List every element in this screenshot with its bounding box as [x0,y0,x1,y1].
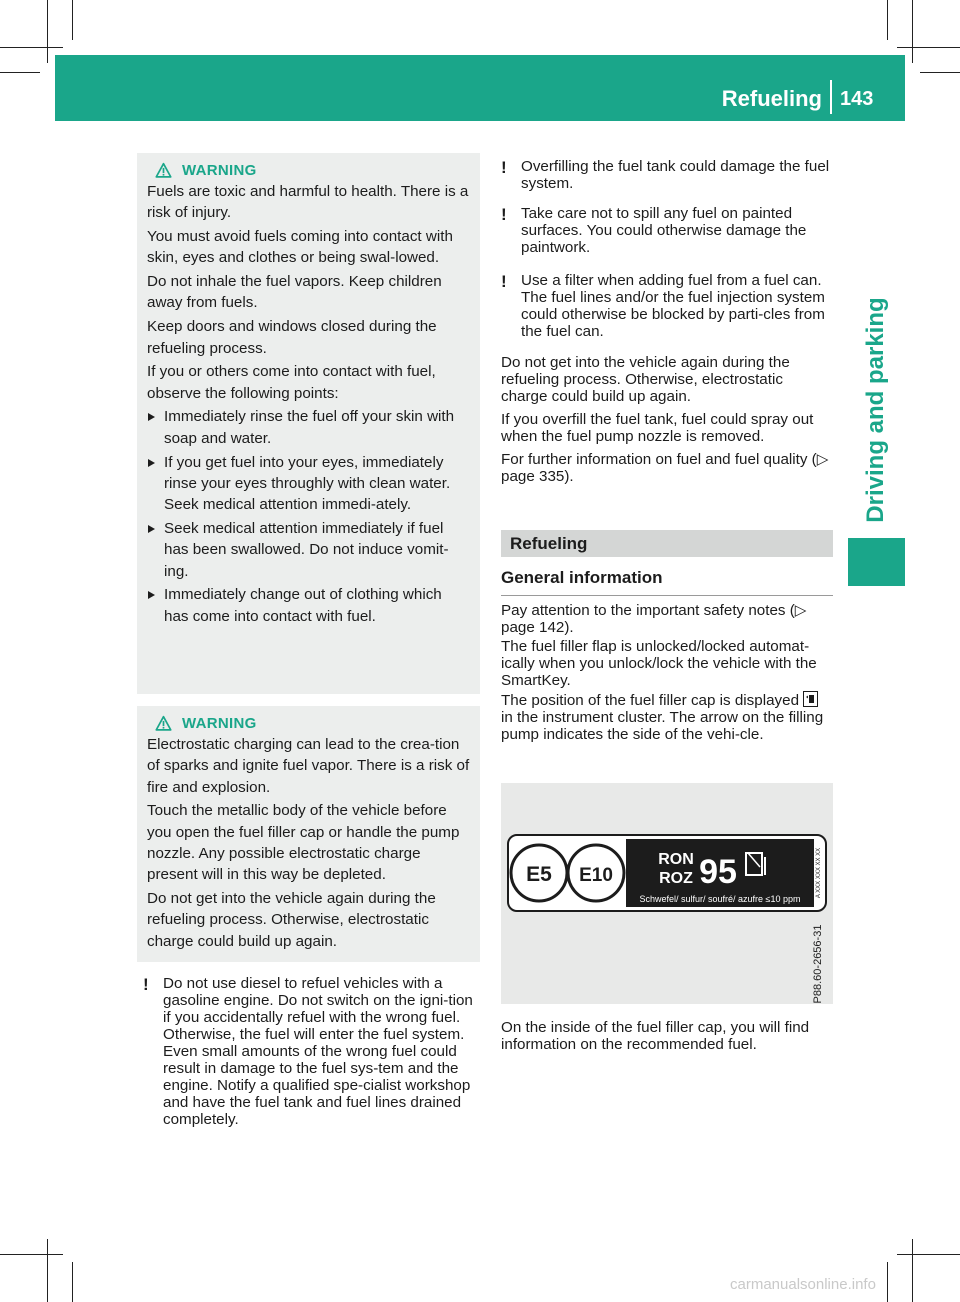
warning-paragraph: Do not get into the vehicle again during the refueling process. Otherwise, electrostatic charge could build up again. [147,890,436,950]
paragraph: On the inside of the fuel filler cap, you will find information on the recommended fuel. [501,1019,810,1053]
section-heading: Refueling [501,530,833,557]
caution-text: Overfilling the fuel tank could damage the fuel system. [521,158,830,192]
exclamation-icon: ! [501,205,507,224]
page-number: 143 [840,88,874,110]
header-divider [830,80,832,114]
body-text [501,354,833,485]
fuel-label-graphic [501,783,833,1004]
warning-bullet: Immediately rinse the fuel off your skin with soap and water. [147,406,470,449]
warning-paragraph: You must avoid fuels coming into contact with skin, eyes and clothes or being swal-lowed. [147,228,453,267]
paragraph-part: in the instrument cluster. The arrow on the filling pump indicates the side of the vehi-cle. [501,709,824,743]
paragraph: The fuel filler flap is unlocked/locked automat-ically when you unlock/lock the vehicle with the SmartKey. [501,638,817,689]
crop-mark [47,1239,48,1302]
warning-bullet: Seek medical attention immediately if fuel has been swallowed. Do not induce vomit-ing. [147,518,470,582]
fuel-cap-label-figure [501,783,833,1004]
warning-bullet: If you get fuel into your eyes, immediately rinse your eyes throughly with clean water. Seek medical attention immedi-ately. [147,452,470,516]
warning-header [147,159,470,181]
crop-mark [0,72,40,73]
exclamation-icon: ! [501,272,507,291]
warning-icon [155,715,172,732]
caution-note [143,975,480,1128]
watermark: carmanualsonline.info [730,1276,876,1293]
warning-label: WARNING [182,714,257,732]
paragraph-part: The position of the fuel filler cap is displayed [501,692,800,709]
warning-bullet: Immediately change out of clothing which has come into contact with fuel. [147,584,470,627]
ron-label: RON [658,851,694,868]
warning-icon [155,162,172,179]
crop-mark [920,72,960,73]
paragraph: Do not get into the vehicle again during the refueling process. Otherwise, electrostatic charge could build up again. [501,354,790,405]
subsection-heading: General information [501,568,833,596]
e10-badge: E10 [579,865,613,886]
crop-mark [887,1262,888,1302]
exclamation-icon: ! [143,975,149,994]
crop-mark [887,0,888,40]
crop-mark [0,47,63,48]
crop-mark [912,1239,913,1302]
paragraph [501,691,833,743]
crop-mark [0,1254,63,1255]
caution-note [501,158,833,192]
warning-box [137,153,480,694]
warning-label: WARNING [182,161,257,179]
page-title: Refueling [721,86,822,111]
crop-mark [912,0,913,63]
paragraph: Pay attention to the important safety notes (▷ page 142). [501,602,807,636]
exclamation-icon: ! [501,158,507,177]
crop-mark [897,47,960,48]
part-number: A XXX XXX XX XX [816,847,822,899]
warning-box [137,706,480,962]
roz-label: ROZ [659,870,693,887]
warning-header [147,712,470,734]
warning-paragraph: Touch the metallic body of the vehicle before you open the fuel filler cap or handle the pump nozzle. Any possible electrostatic charge present will in this way be depleted. [147,802,460,884]
fuel-pump-icon [803,691,818,707]
caution-text: Use a filter when adding fuel from a fuel can. The fuel lines and/or the fuel injection system could otherwise be blocked by parti-cles from the fuel can. [521,272,825,340]
caution-text: Take care not to spill any fuel on painted surfaces. You could otherwise damage the paintwork. [521,205,807,256]
crop-mark [72,1262,73,1302]
warning-paragraph: If you or others come into contact with fuel, observe the following points: [147,363,436,402]
caution-note [501,205,833,256]
chapter-tab [848,538,905,586]
figure-reference-code: P88.60-2656-31 [812,924,824,1004]
e5-badge: E5 [526,863,552,886]
chapter-title: Driving and parking [862,297,889,523]
warning-paragraph: Fuels are toxic and harmful to health. There is a risk of injury. [147,183,469,222]
crop-mark [72,0,73,40]
body-text [501,1019,833,1053]
crop-mark [897,1254,960,1255]
crop-mark [47,0,48,63]
paragraph: If you overfill the fuel tank, fuel could spray out when the fuel pump nozzle is removed. [501,411,814,445]
warning-paragraph: Do not inhale the fuel vapors. Keep children away from fuels. [147,273,442,312]
caution-text: Do not use diesel to refuel vehicles with a gasoline engine. Do not switch on the igni-tion if you accidentally refuel with the wrong fuel. Otherwise, the fuel will enter the fuel system. Even small amounts of the wrong fuel could result in damage to the fuel sys-tem and the engine. Notify a qualified spe-cialist workshop and have the fuel tank and fuel lines drained completely. [163,975,473,1128]
sulfur-text: Schwefel/ sulfur/ soufré/ azufre ≤10 ppm [639,894,801,904]
warning-paragraph: Keep doors and windows closed during the refueling process. [147,318,437,357]
warning-paragraph: Electrostatic charging can lead to the crea-tion of sparks and ignite fuel vapor. There is a risk of fire and explosion. [147,736,470,796]
caution-note [501,272,833,340]
body-text [501,602,833,743]
paragraph: For further information on fuel and fuel quality (▷ page 335). [501,451,829,485]
octane-number: 95 [699,853,737,891]
